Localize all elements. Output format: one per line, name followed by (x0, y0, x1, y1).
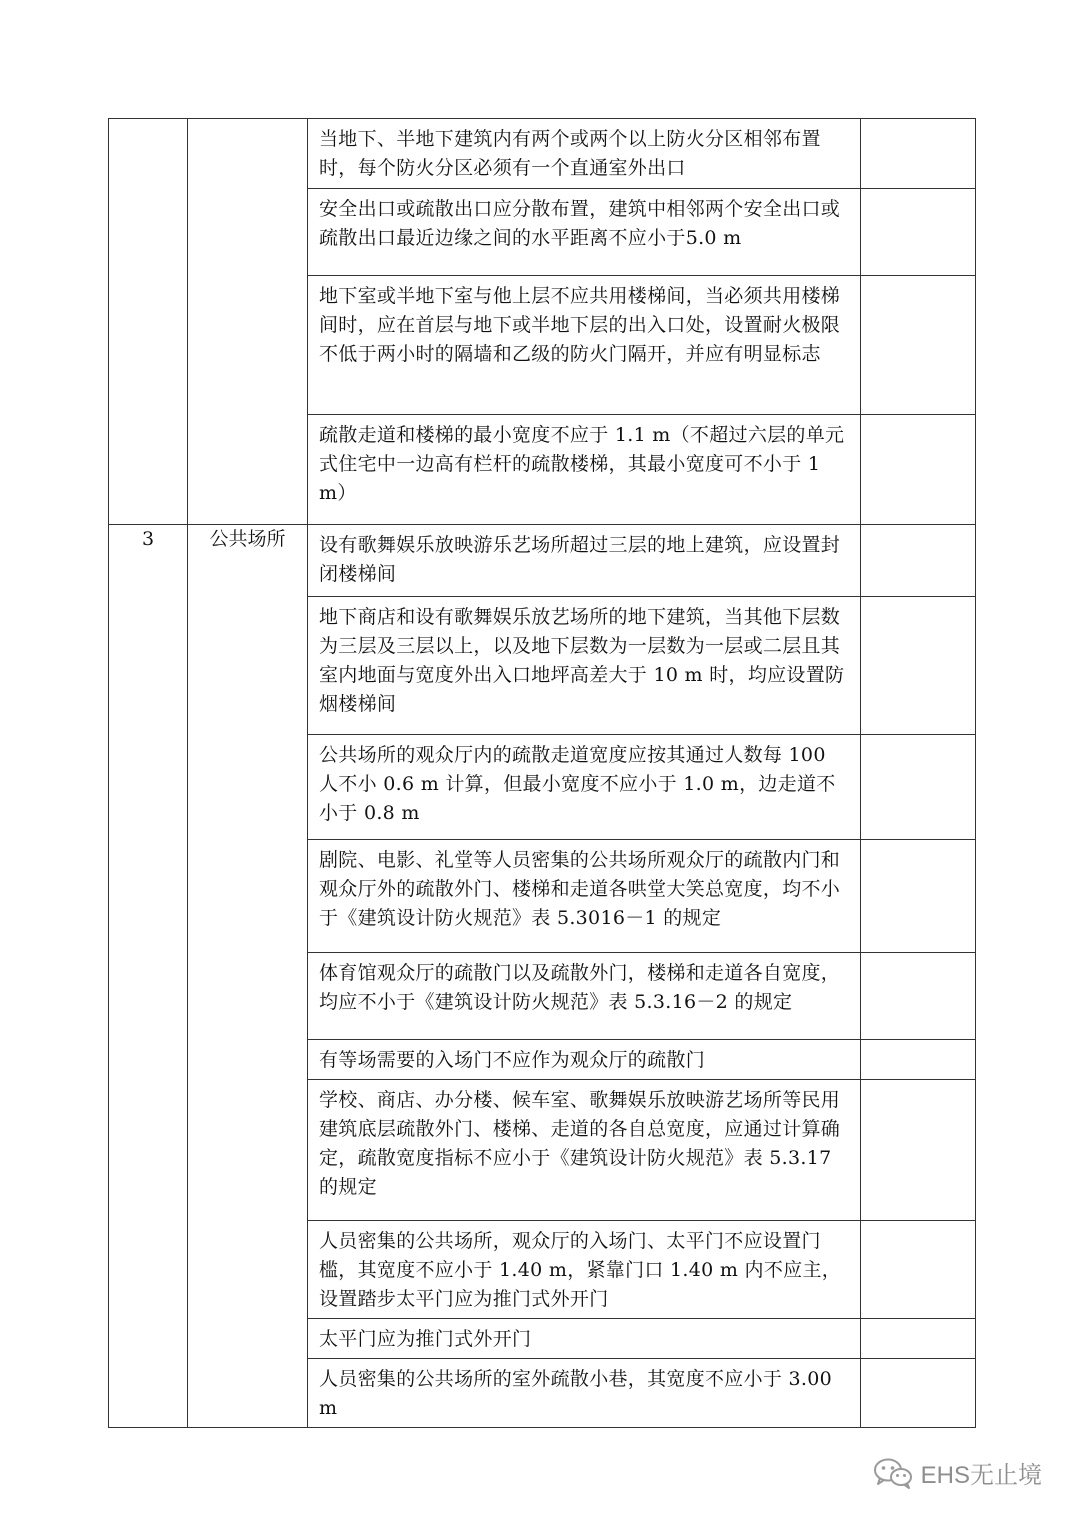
requirement-text: 有等场需要的入场门不应作为观众厅的疏散门 (308, 1040, 861, 1080)
result-cell[interactable] (861, 189, 976, 276)
item-number-cell (109, 119, 188, 525)
item-number: 3 (141, 528, 155, 550)
category-label: 公共场所 (209, 528, 286, 550)
result-cell[interactable] (861, 1221, 976, 1319)
result-cell[interactable] (861, 1359, 976, 1428)
requirement-text: 当地下、半地下建筑内有两个或两个以上防火分区相邻布置时，每个防火分区必须有一个直通室外出口 (308, 119, 861, 189)
requirement-text: 疏散走道和楼梯的最小宽度不应于 1.1 m（不超过六层的单元式住宅中一边高有栏杆的疏散楼梯，其最小宽度可不小于 1 m） (308, 415, 861, 525)
requirement-text: 体育馆观众厅的疏散门以及疏散外门，楼梯和走道各自宽度，均应不小于《建筑设计防火规范》表 5.3.16－2 的规定 (308, 953, 861, 1040)
category-cell (188, 525, 308, 1428)
watermark-text: EHS无止境 (920, 1462, 1042, 1489)
wechat-icon (873, 1457, 913, 1489)
requirement-text: 地下商店和设有歌舞娱乐放艺场所的地下建筑，当其他下层数为三层及三层以上，以及地下层数为一层数为一层或二层且其室内地面与宽度外出入口地坪高差大于 10 m 时，均应设置防烟楼梯间 (308, 597, 861, 735)
result-cell[interactable] (861, 1040, 976, 1080)
result-cell[interactable] (861, 597, 976, 735)
result-cell[interactable] (861, 840, 976, 953)
requirement-text: 安全出口或疏散出口应分散布置，建筑中相邻两个安全出口或疏散出口最近边缘之间的水平距离不应小于5.0 m (308, 189, 861, 276)
checklist-body (109, 119, 976, 1428)
requirement-text: 剧院、电影、礼堂等人员密集的公共场所观众厅的疏散内门和观众厅外的疏散外门、楼梯和走道各哄堂大笑总宽度，均不小于《建筑设计防火规范》表 5.3016－1 的规定 (308, 840, 861, 953)
item-number-cell (109, 525, 188, 1428)
result-cell[interactable] (861, 525, 976, 597)
table-row (109, 525, 976, 597)
requirement-text: 人员密集的公共场所，观众厅的入场门、太平门不应设置门槛，其宽度不应小于 1.40 m，紧靠门口 1.40 m 内不应主，设置踏步太平门应为推门式外开门 (308, 1221, 861, 1319)
category-cell (188, 119, 308, 525)
table-row (109, 119, 976, 189)
result-cell[interactable] (861, 953, 976, 1040)
requirement-text: 地下室或半地下室与他上层不应共用楼梯间，当必须共用楼梯间时，应在首层与地下或半地下层的出入口处，设置耐火极限不低于两小时的隔墙和乙级的防火门隔开，并应有明显标志 (308, 276, 861, 415)
fire-safety-checklist-table (108, 118, 976, 1428)
result-cell[interactable] (861, 415, 976, 525)
result-cell[interactable] (861, 119, 976, 189)
result-cell[interactable] (861, 276, 976, 415)
requirement-text: 设有歌舞娱乐放映游乐艺场所超过三层的地上建筑，应设置封闭楼梯间 (308, 525, 861, 597)
result-cell[interactable] (861, 1319, 976, 1359)
requirement-text: 学校、商店、办分楼、候车室、歌舞娱乐放映游艺场所等民用建筑底层疏散外门、楼梯、走道的各自总宽度，应通过计算确定，疏散宽度指标不应小于《建筑设计防火规范》表 5.3.17 的规定 (308, 1080, 861, 1221)
requirement-text: 人员密集的公共场所的室外疏散小巷，其宽度不应小于 3.00 m (308, 1359, 861, 1428)
result-cell[interactable] (861, 735, 976, 840)
result-cell[interactable] (861, 1080, 976, 1221)
requirement-text: 公共场所的观众厅内的疏散走道宽度应按其通过人数每 100 人不小 0.6 m 计算，但最小宽度不应小于 1.0 m，边走道不小于 0.8 m (308, 735, 861, 840)
requirement-text: 太平门应为推门式外开门 (308, 1319, 861, 1359)
watermark (873, 1455, 1042, 1490)
